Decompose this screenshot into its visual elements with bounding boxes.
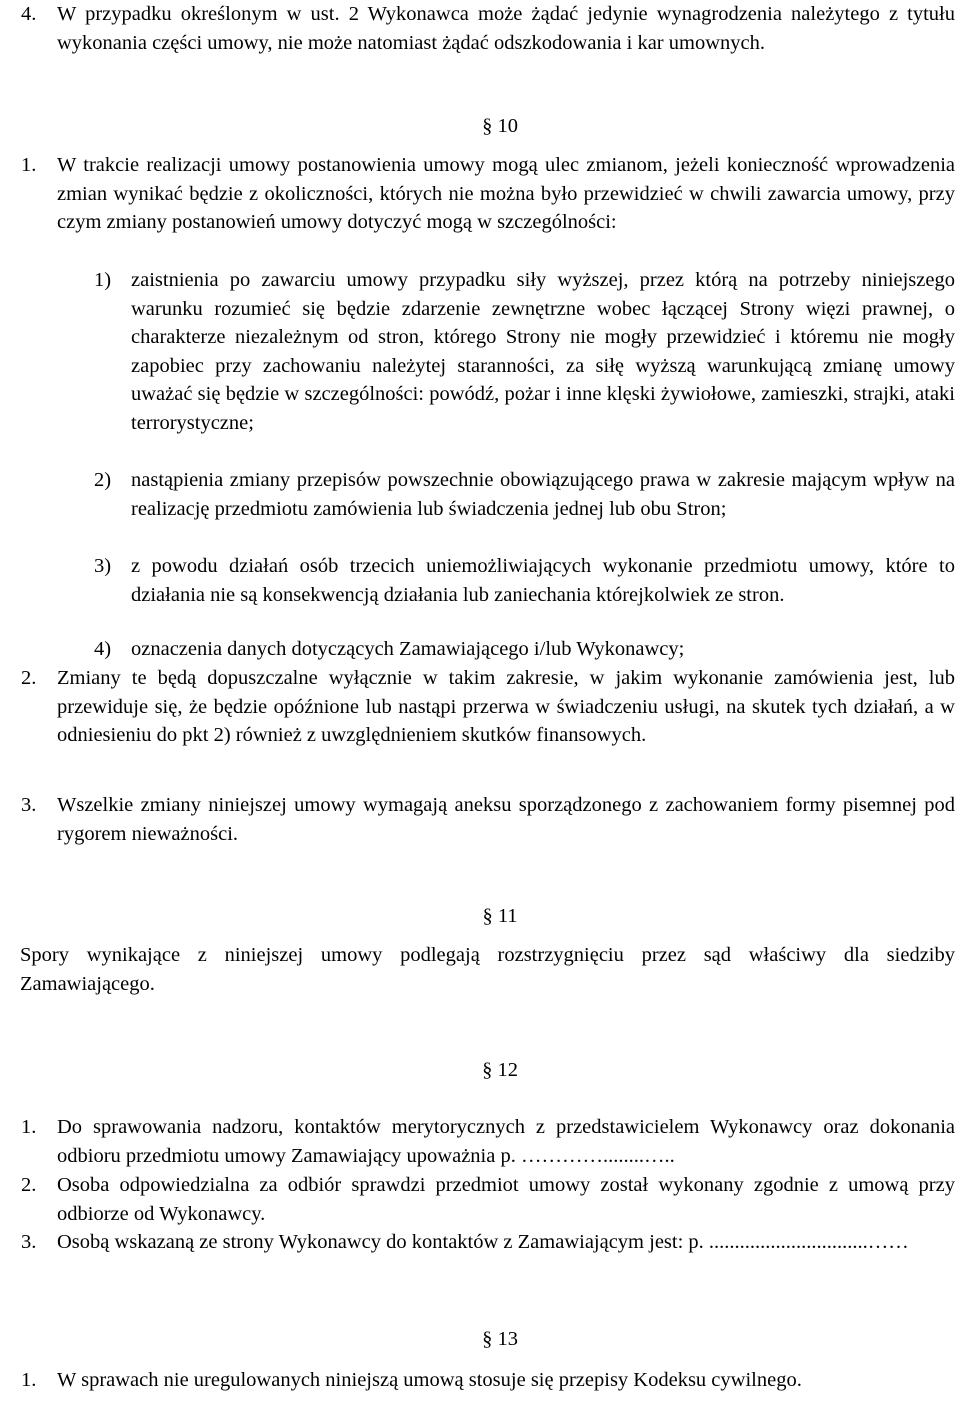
subitem-10-1-1: zaistnienia po zawarciu umowy przypadku siły wyższej, przez którą na potrzeby niniejszego warunku rozumieć się będzie zdarzenie zewnętrzne wobec łączącej Strony więzi prawnej, o charakterze niezależnym od stron, którego Strony nie mogły przewidzieć i któremu nie mogły zapobiec przy zachowaniu należytej staranności, za siłę wyższą warunkującą zmianę umowy uważać się będzie w szczególności: powódź, pożar i inne klęski żywiołowe, zamieszki, strajki, ataki terrorystyczne; bbox=[131, 269, 955, 434]
paragraph-10-1: W trakcie realizacji umowy postanowienia umowy mogą ulec zmianom, jeżeli konieczność wprowadzenia zmian wynikać będzie z okoliczności, których nie można było przewidzieć w chwili zawarcia umowy, przy czym zmiany postanowień umowy dotyczyć mogą w szczególności: bbox=[57, 154, 955, 234]
section-heading-10: § 10 bbox=[482, 115, 518, 137]
paragraph-12-2: Osoba odpowiedzialna za odbiór sprawdzi przedmiot umowy został wykonany zgodnie z umową przy odbiorze od Wykonawcy. bbox=[57, 1174, 955, 1225]
item-number: 4. bbox=[21, 3, 37, 25]
item-number: 3. bbox=[21, 1231, 37, 1253]
paragraph-12-1: Do sprawowania nadzoru, kontaktów merytorycznych z przedstawicielem Wykonawcy oraz dokonania odbioru przedmiotu umowy Zamawiający upoważnia p. …………........….. bbox=[57, 1116, 955, 1167]
item-number: 3. bbox=[21, 794, 37, 816]
section-heading-13: § 13 bbox=[482, 1328, 518, 1350]
paragraph-10-2: Zmiany te będą dopuszczalne wyłącznie w takim zakresie, w jakim wykonanie zamówienia jest, lub przewiduje się, że będzie opóźnione lub nastąpi przerwa w świadczeniu usługi, na skutek tych działań, a w odniesieniu do pkt 2) również z uwzględnieniem skutków finansowych. bbox=[57, 667, 955, 747]
subitem-10-1-3: z powodu działań osób trzecich uniemożliwiających wykonanie przedmiotu umowy, które to działania nie są konsekwencją działania lub zaniechania którejkolwiek ze stron. bbox=[131, 555, 955, 606]
paragraph-item-4: W przypadku określonym w ust. 2 Wykonawca może żądać jedynie wynagrodzenia należytego z tytułu wykonania części umowy, nie może natomiast żądać odszkodowania i kar umownych. bbox=[57, 3, 955, 54]
section-heading-12: § 12 bbox=[482, 1059, 518, 1081]
paragraph-12-3: Osobą wskazaną ze strony Wykonawcy do kontaktów z Zamawiającym jest: p. ...............................…… bbox=[57, 1231, 909, 1253]
item-number: 1. bbox=[21, 154, 37, 176]
item-number: 1. bbox=[21, 1369, 37, 1391]
item-number: 2. bbox=[21, 667, 37, 689]
subitem-number: 2) bbox=[94, 469, 112, 491]
paragraph-11: Spory wynikające z niniejszej umowy podlegają rozstrzygnięciu przez sąd właściwy dla siedziby Zamawiającego. bbox=[20, 944, 955, 995]
section-heading-11: § 11 bbox=[482, 905, 518, 927]
paragraph-10-3: Wszelkie zmiany niniejszej umowy wymagają aneksu sporządzonego z zachowaniem formy pisemnej pod rygorem nieważności. bbox=[57, 794, 955, 845]
subitem-number: 1) bbox=[94, 269, 112, 291]
item-number: 1. bbox=[21, 1116, 37, 1138]
subitem-10-1-2: nastąpienia zmiany przepisów powszechnie obowiązującego prawa w zakresie mającym wpływ na realizację przedmiotu zamówienia lub świadczenia jednej lub obu Stron; bbox=[131, 469, 955, 520]
item-number: 2. bbox=[21, 1174, 37, 1196]
subitem-number: 4) bbox=[94, 638, 112, 660]
subitem-number: 3) bbox=[94, 555, 112, 577]
subitem-10-1-4: oznaczenia danych dotyczących Zamawiającego i/lub Wykonawcy; bbox=[131, 638, 685, 660]
paragraph-13-1: W sprawach nie uregulowanych niniejszą umową stosuje się przepisy Kodeksu cywilnego. bbox=[57, 1369, 802, 1391]
